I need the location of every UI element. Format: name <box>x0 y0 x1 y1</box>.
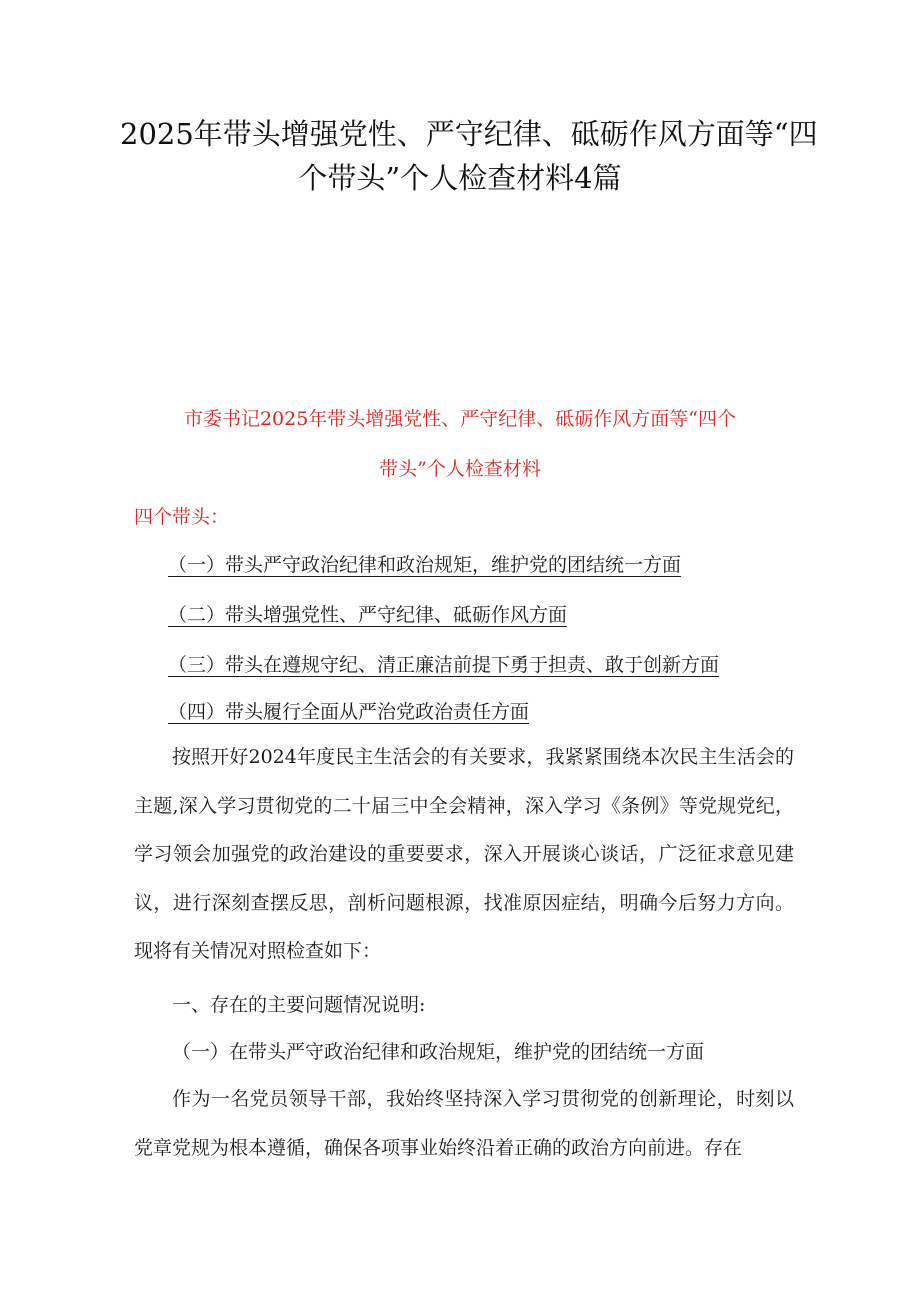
subheading-political-discipline: （一）在带头严守政治纪律和政治规矩，维护党的团结统一方面 <box>172 1041 705 1063</box>
red-subtitle-line-1: 市委书记2025年带头增强党性、严守纪律、砥砺作风方面等“四个 <box>183 408 737 430</box>
toc-link-4[interactable]: （四）带头履行全面从严治党政治责任方面 <box>168 701 530 723</box>
section-label: 四个带头： <box>134 506 230 528</box>
body-paragraph: 作为一名党员领导干部，我始终坚持深入学习贯彻党的创新理论，时刻以党章党规为根本遵循，确保各项事业始终沿着正确的政治方向前进。存在 <box>134 1088 794 1159</box>
toc-link-1[interactable]: （一）带头严守政治纪律和政治规矩，维护党的团结统一方面 <box>168 554 682 576</box>
toc-link-3[interactable]: （三）带头在遵规守纪、清正廉洁前提下勇于担责、敢于创新方面 <box>168 654 720 676</box>
toc-link-2[interactable]: （二）带头增强党性、严守纪律、砥砺作风方面 <box>168 604 568 626</box>
intro-paragraph: 按照开好2024年度民主生活会的有关要求，我紧紧围绕本次民主生活会的主题,深入学习贯彻党的二十届三中全会精神，深入学习《条例》等党规党纪，学习领会加强党的政治建设的重要要求，深入开展谈心谈话，广泛征求意见建议，进行深刻查摆反思，剖析问题根源，找准原因症结，明确今后努力方向。现将有关情况对照检查如下： <box>134 746 794 962</box>
document-title-line-2: 个带头”个人检查材料4篇 <box>298 161 622 195</box>
red-subtitle-line-2: 带头”个人检查材料 <box>379 458 541 480</box>
document-title-line-1: 2025年带头增强党性、严守纪律、砥砺作风方面等“四 <box>120 117 818 151</box>
heading-issues: 一、存在的主要问题情况说明: <box>172 994 426 1016</box>
